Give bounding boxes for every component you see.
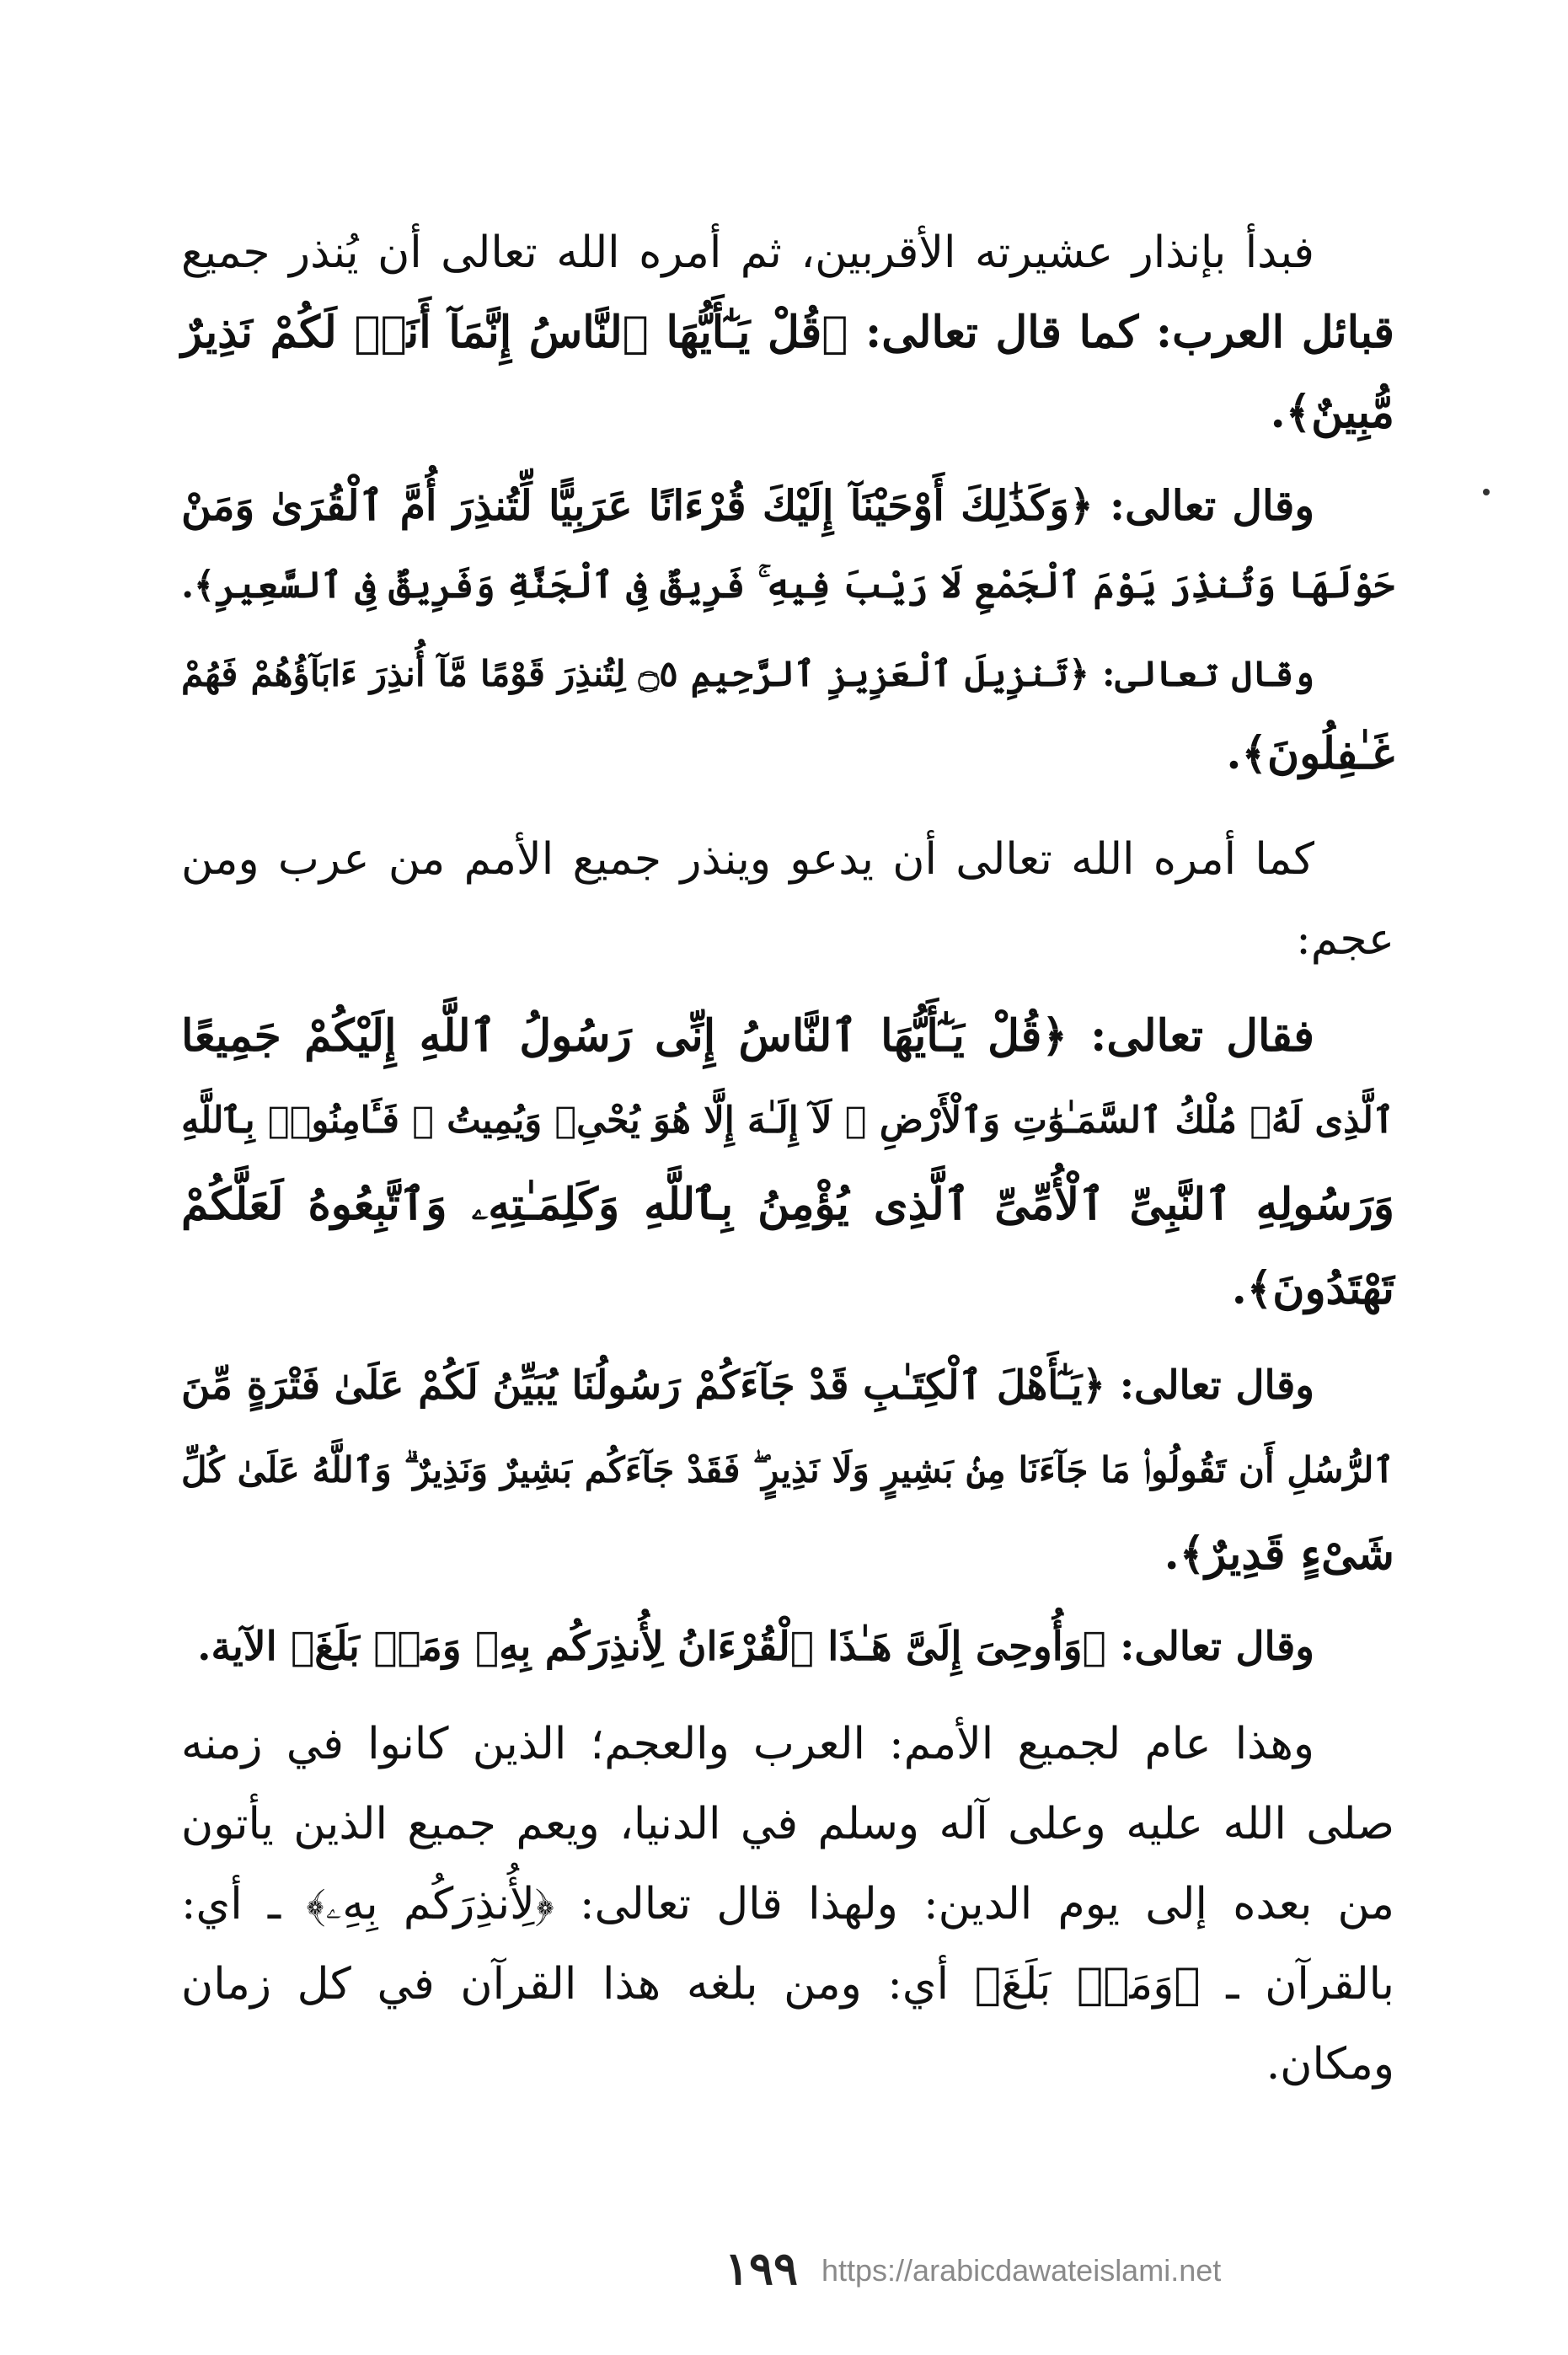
text-line-17: وقال تعالى: ﴿وَأُوحِىَ إِلَىَّ هَـٰذَا ٱلْقُرْءَانُ لِأُنذِرَكُم بِهِۦ وَمَنۢ بَلَغَ﴾ الآية.	[197, 1624, 1314, 1670]
text-line-2: قبائل العرب: كما قال تعالى: ﴿قُلْ يَـٰٓأَيُّهَا ٱلنَّاسُ إِنَّمَآ أَنَا۠ لَكُمْ نَذِيرٌ	[181, 307, 1394, 358]
text-line-11: ٱلَّذِى لَهُۥ مُلْكُ ٱلسَّمَـٰوَٰتِ وَٱلْأَرْضِ ۖ لَآ إِلَـٰهَ إِلَّا هُوَ يُحْىِۦ وَيُمِيتُ ۖ فَـَٔامِنُوا۟ بِٱللَّهِ	[181, 1100, 1394, 1142]
text-line-13: تَهْتَدُونَ﴾.	[1231, 1263, 1394, 1314]
text-line-1: فبدأ بإنذار عشيرته الأقربين، ثم أمره الله تعالى أن يُنذر جميع	[181, 227, 1314, 278]
text-line-10: فقال تعالى: ﴿قُلْ يَـٰٓأَيُّهَا ٱلنَّاسُ إِنِّى رَسُولُ ٱللَّهِ إِلَيْكُمْ جَمِيعًا	[181, 1010, 1314, 1062]
text-line-9: عجم:	[1296, 914, 1394, 965]
text-line-12: وَرَسُولِهِ ٱلنَّبِىِّ ٱلْأُمِّىِّ ٱلَّذِى يُؤْمِنُ بِٱللَّهِ وَكَلِمَـٰتِهِۦ وَٱتَّبِعُوهُ لَعَلَّكُمْ	[181, 1179, 1394, 1230]
text-line-6: وقال تعالى: ﴿تَنزِيلَ ٱلْعَزِيزِ ٱلرَّحِيمِ ۝٥ لِتُنذِرَ قَوْمًا مَّآ أُنذِرَ ءَابَآؤُهُمْ فَهُمْ	[181, 653, 1314, 694]
page-footer	[0, 2241, 1568, 2300]
text-line-7: غَـٰفِلُونَ﴾.	[1226, 728, 1394, 779]
text-line-14: وقال تعالى: ﴿يَـٰٓأَهْلَ ٱلْكِتَـٰبِ قَدْ جَآءَكُمْ رَسُولُنَا يُبَيِّنُ لَكُمْ عَلَىٰ فَتْرَةٍ مِّنَ	[181, 1362, 1314, 1409]
text-line-22: ومكان.	[1266, 2039, 1394, 2090]
text-line-21: بالقرآن ـ ﴿وَمَنۢ بَلَغَ﴾ أي: ومن بلغه هذا القرآن في كل زمان	[181, 1959, 1394, 2010]
page-number: ١٩٩	[725, 2241, 799, 2295]
text-line-20: من بعده إلى يوم الدين: ولهذا قال تعالى: ﴿لِأُنذِرَكُم بِهِۦ﴾ ـ أي:	[181, 1879, 1394, 1929]
text-line-18: وهذا عام لجميع الأمم: العرب والعجم؛ الذين كانوا في زمنه	[181, 1719, 1314, 1769]
text-line-4: وقال تعالى: ﴿وَكَذَٰلِكَ أَوْحَيْنَآ إِلَيْكَ قُرْءَانًا عَرَبِيًّا لِّتُنذِرَ أُمَّ ٱلْقُرَىٰ وَمَنْ	[181, 481, 1314, 530]
text-line-8: كما أمره الله تعالى أن يدعو وينذر جميع الأمم من عرب ومن	[181, 834, 1314, 885]
stray-ink-dot	[1483, 489, 1490, 495]
text-line-16: شَىْءٍ قَدِيرٌ﴾.	[1164, 1528, 1394, 1580]
text-line-5: حَوْلَهَا وَتُنذِرَ يَوْمَ ٱلْجَمْعِ لَا رَيْبَ فِيهِ ۚ فَرِيقٌ فِى ٱلْجَنَّةِ وَفَرِيقٌ فِى ٱلسَّعِيرِ﴾.	[181, 565, 1394, 607]
source-url-watermark: https://arabicdawateislami.net	[821, 2253, 1222, 2288]
text-line-19: صلى الله عليه وعلى آله وسلم في الدنيا، ويعم جميع الذين يأتون	[181, 1799, 1394, 1849]
text-line-15: ٱلرُّسُلِ أَن تَقُولُوا۟ مَا جَآءَنَا مِنۢ بَشِيرٍ وَلَا نَذِيرٍ ۖ فَقَدْ جَآءَكُم بَشِيرٌ وَنَذِيرٌ ۗ وَٱللَّهُ عَلَىٰ كُلِّ	[181, 1449, 1394, 1491]
text-line-3: مُّبِينٌ﴾.	[1270, 387, 1394, 438]
